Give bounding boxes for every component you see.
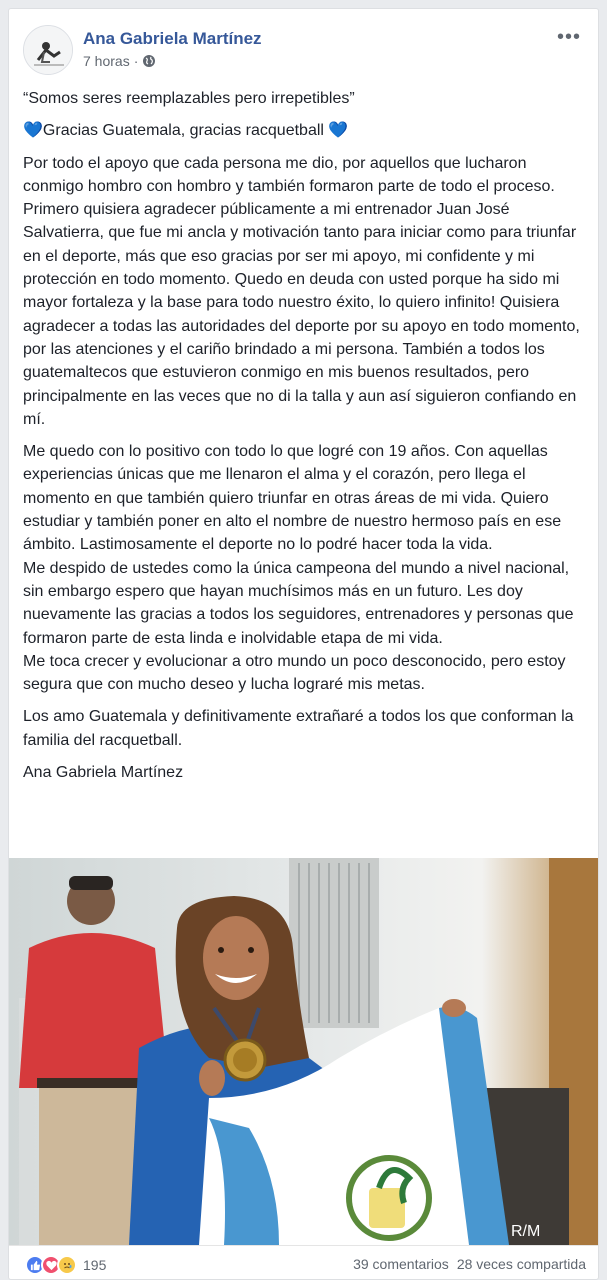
post-signature: Ana Gabriela Martínez bbox=[23, 764, 184, 782]
blue-heart-icon: 💙 bbox=[23, 122, 43, 140]
photo-credit: R/M bbox=[511, 1223, 541, 1240]
post-quote: “Somos seres reemplazables pero irrepetibles” bbox=[23, 90, 355, 107]
post-paragraph: Me toca crecer y evolucionar a otro mundo un poco desconocido, pero estoy segura que con mucho deseo y lucha lograré mis metas. bbox=[23, 652, 566, 694]
reaction-count: 195 bbox=[83, 1257, 107, 1273]
globe-icon[interactable] bbox=[142, 54, 156, 68]
post-paragraph: Los amo Guatemala y definitivamente extrañaré a todos los que conforman la familia del racquetball. bbox=[23, 708, 574, 749]
comments-count[interactable]: 39 comentarios bbox=[353, 1256, 449, 1272]
avatar-image bbox=[24, 26, 73, 75]
post-paragraph: Me despido de ustedes como la única campeona del mundo a nivel nacional, sin embargo espero que hayan muchísimos más en un futuro. Les doy nuevamente las gracias a todos los seguidores, entrenadores y personas que formaron parte de esta linda e inolvidable etapa de mi vida. bbox=[23, 559, 574, 647]
post-stats bbox=[353, 1256, 586, 1272]
post-header bbox=[23, 25, 583, 77]
post-thanks-line bbox=[23, 119, 589, 142]
post-meta: 7 horas · bbox=[83, 53, 156, 69]
reactions-summary[interactable] bbox=[25, 1255, 106, 1275]
post-paragraph: Me quedo con lo positivo con todo lo que logré con 19 años. Con aquellas experiencias únicas que me llenaron el alma y el corazón, pero llega el momento en que también quiero triunfar en otras áreas de mi vida. Quiero estudiar y también poner en alto el nombre de nuestro hermoso país en ese ámbito. Lastimosamente el deporte no lo podré hacer toda la vida. bbox=[23, 443, 562, 554]
author-name[interactable]: Ana Gabriela Martínez bbox=[83, 29, 262, 48]
post-text bbox=[23, 87, 589, 793]
post-footer bbox=[9, 1245, 599, 1280]
post-time[interactable]: 7 horas bbox=[83, 53, 130, 69]
more-options-button[interactable]: ••• bbox=[556, 26, 581, 48]
post-card bbox=[8, 8, 599, 1280]
post-thanks: Gracias Guatemala, gracias racquetball bbox=[42, 122, 324, 140]
blue-heart-icon: 💙 bbox=[328, 122, 349, 140]
shares-count[interactable]: 28 veces compartida bbox=[456, 1256, 586, 1272]
sad-icon bbox=[57, 1255, 77, 1275]
post-photo[interactable] bbox=[9, 858, 599, 1245]
profile-avatar[interactable] bbox=[23, 25, 73, 75]
post-paragraph: Por todo el apoyo que cada persona me dio, por aquellos que lucharon conmigo hombro con hombro y también formaron parte de todo el proceso. Primero quisiera agradecer públicamente a mi entrenador Juan José Salvatierra, que fue mi ancla y motivación tanto para iniciar como para triunfar en el deporte, más que eso gracias por ser mi apoyo, mi confidente y mi protección en todo momento. Quedo en deuda con usted porque ha sido mi mayor fortaleza y la base para todo nuestro éxito, lo quiero infinito! Quisiera agradecer a todas las autoridades del deporte por su apoyo en todo momento, por las atenciones y el cariño brindado a mi persona. También a todos los guatemaltecos que estuvieron conmigo en mis buenos resultados, pero principalmente en las veces que no di la talla y aun así siguieron confiando en mí. bbox=[23, 154, 580, 428]
photo-image bbox=[9, 858, 599, 1245]
